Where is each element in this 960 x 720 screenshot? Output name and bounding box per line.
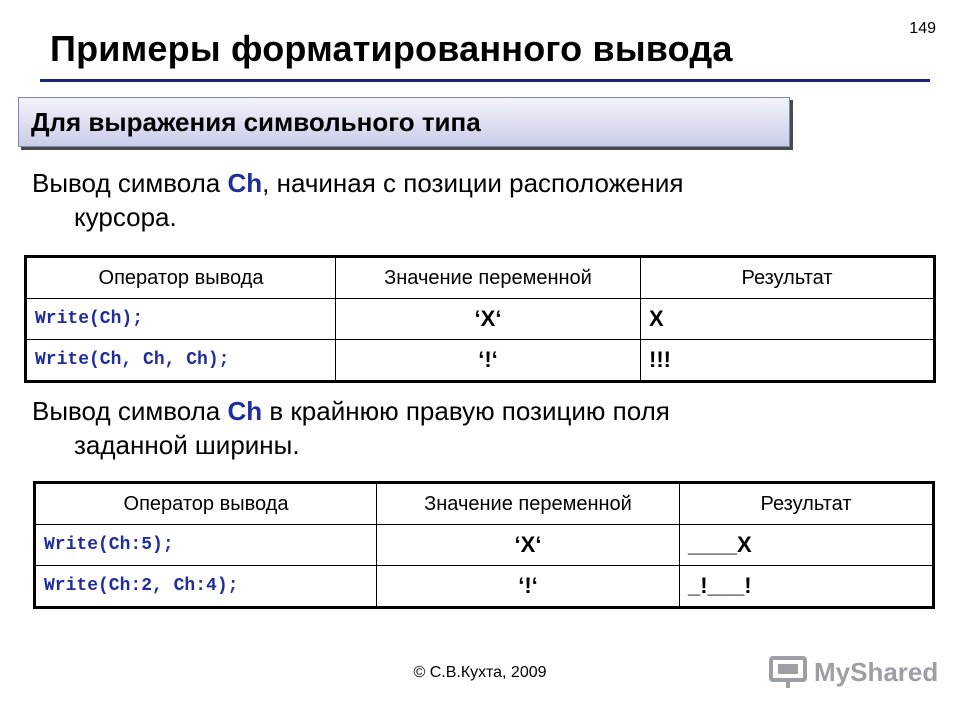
footer-copyright: © С.В.Кухта, 2009 — [413, 664, 547, 681]
section-heading-box — [18, 97, 790, 147]
operator-cell: Write(Ch); — [26, 299, 336, 340]
paragraph-1-line2: курсора. — [74, 202, 177, 232]
paragraph-2-post: в крайнюю правую позицию поля — [262, 396, 670, 426]
result-cell: _!___! — [680, 566, 934, 608]
presentation-icon — [768, 654, 808, 690]
value-cell: ‘X‘ — [377, 525, 680, 566]
paragraph-2-var: Ch — [227, 396, 263, 426]
value-cell: ‘!‘ — [377, 566, 680, 608]
result-cell: ____X — [680, 525, 934, 566]
table-row — [26, 299, 935, 340]
operator-cell: Write(Ch:2, Ch:4); — [35, 566, 377, 608]
header-value: Значение переменной — [377, 483, 680, 525]
header-result: Результат — [680, 483, 934, 525]
value-cell: ‘X‘ — [336, 299, 641, 340]
header-result: Результат — [641, 257, 935, 299]
paragraph-1-post: , начиная с позиции расположения — [262, 168, 684, 198]
result-cell: !!! — [641, 340, 935, 382]
table-header-row — [35, 483, 934, 525]
paragraph-2-line2: заданной ширины. — [74, 430, 300, 460]
table-row — [35, 525, 934, 566]
header-value: Значение переменной — [336, 257, 641, 299]
header-operator: Оператор вывода — [35, 483, 377, 525]
paragraph-1-pre: Вывод символа — [32, 168, 228, 198]
section-heading: Для выражения символьного типа — [31, 106, 481, 137]
table-width-output — [33, 481, 935, 609]
operator-cell: Write(Ch:5); — [35, 525, 377, 566]
result-cell: X — [641, 299, 935, 340]
value-cell: ‘!‘ — [336, 340, 641, 382]
page-number: 149 — [909, 20, 936, 37]
paragraph-1-var: Ch — [227, 168, 263, 198]
title-rule — [40, 79, 930, 82]
paragraph-1 — [32, 166, 683, 234]
slide-title: Примеры форматированного вывода — [50, 28, 733, 69]
paragraph-2 — [32, 394, 670, 462]
operator-cell: Write(Ch, Ch, Ch); — [26, 340, 336, 382]
paragraph-2-pre: Вывод символа — [32, 396, 228, 426]
watermark-logo — [768, 654, 938, 690]
table-cursor-output — [24, 255, 936, 383]
table-row — [26, 340, 935, 382]
watermark-text: MyShared — [814, 656, 939, 687]
table-header-row — [26, 257, 935, 299]
table-row — [35, 566, 934, 608]
header-operator: Оператор вывода — [26, 257, 336, 299]
